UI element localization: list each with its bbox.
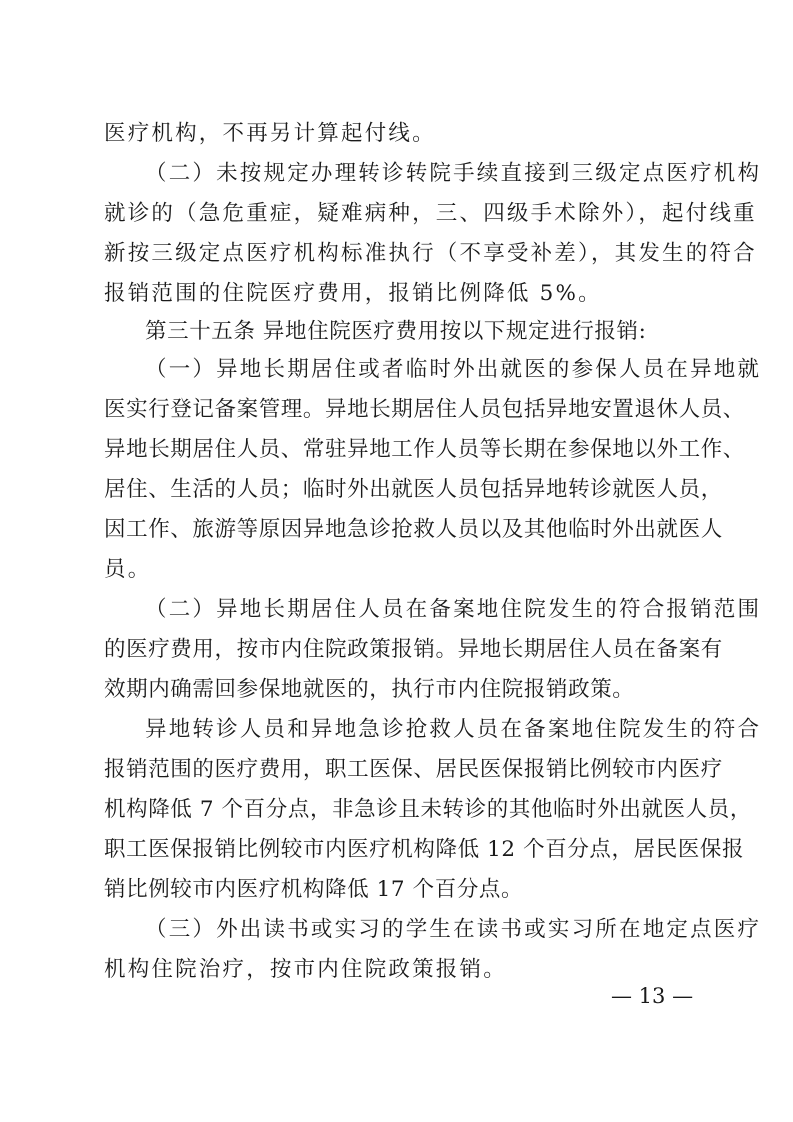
- text-line: （二）未按规定办理转诊转院手续直接到三级定点医疗机构: [145, 161, 762, 186]
- text-line: （一）异地长期居住或者临时外出就医的参保人员在异地就: [145, 357, 762, 382]
- text-line: （三）外出读书或实习的学生在读书或实习所在地定点医疗: [145, 917, 762, 942]
- text-line: 就诊的（急危重症，疑难病种，三、四级手术除外），起付线重: [104, 201, 757, 226]
- text-line: 医实行登记备案管理。异地长期居住人员包括异地安置退休人员、: [104, 397, 745, 422]
- text-line: 效期内确需回参保地就医的，执行市内住院报销政策。: [104, 677, 635, 702]
- text-line: 因工作、旅游等原因异地急诊抢救人员以及其他临时外出就医人: [104, 517, 723, 542]
- text-line: 报销范围的医疗费用，职工医保、居民医保报销比例较市内医疗: [104, 757, 723, 782]
- text-line: 销比例较市内医疗机构降低 17 个百分点。: [104, 877, 524, 902]
- text-line: 职工医保报销比例较市内医疗机构降低 12 个百分点，居民医保报: [104, 837, 745, 862]
- text-line: 异地长期居住人员、常驻异地工作人员等长期在参保地以外工作、: [104, 437, 745, 462]
- text-line: 新按三级定点医疗机构标准执行（不享受补差），其发生的符合: [104, 241, 757, 266]
- text-line: 报销范围的住院医疗费用，报销比例降低 5%。: [104, 281, 602, 306]
- text-line: （二）异地长期居住人员在备案地住院发生的符合报销范围: [145, 597, 762, 622]
- text-line: 居住、生活的人员；临时外出就医人员包括异地转诊就医人员，: [104, 477, 723, 502]
- text-line: 医疗机构，不再另计算起付线。: [104, 121, 436, 146]
- text-line: 的医疗费用，按市内住院政策报销。异地长期居住人员在备案有: [104, 637, 723, 662]
- text-line: 员。: [104, 557, 152, 582]
- text-line: 异地转诊人员和异地急诊抢救人员在备案地住院发生的符合: [145, 717, 762, 742]
- text-line: 机构降低 7 个百分点，非急诊且未转诊的其他临时外出就医人员，: [104, 797, 752, 822]
- text-line: 机构住院治疗，按市内住院政策报销。: [104, 957, 507, 982]
- page-number: — 13 —: [611, 984, 694, 1008]
- article-heading: 第三十五条 异地住院医疗费用按以下规定进行报销:: [145, 319, 647, 344]
